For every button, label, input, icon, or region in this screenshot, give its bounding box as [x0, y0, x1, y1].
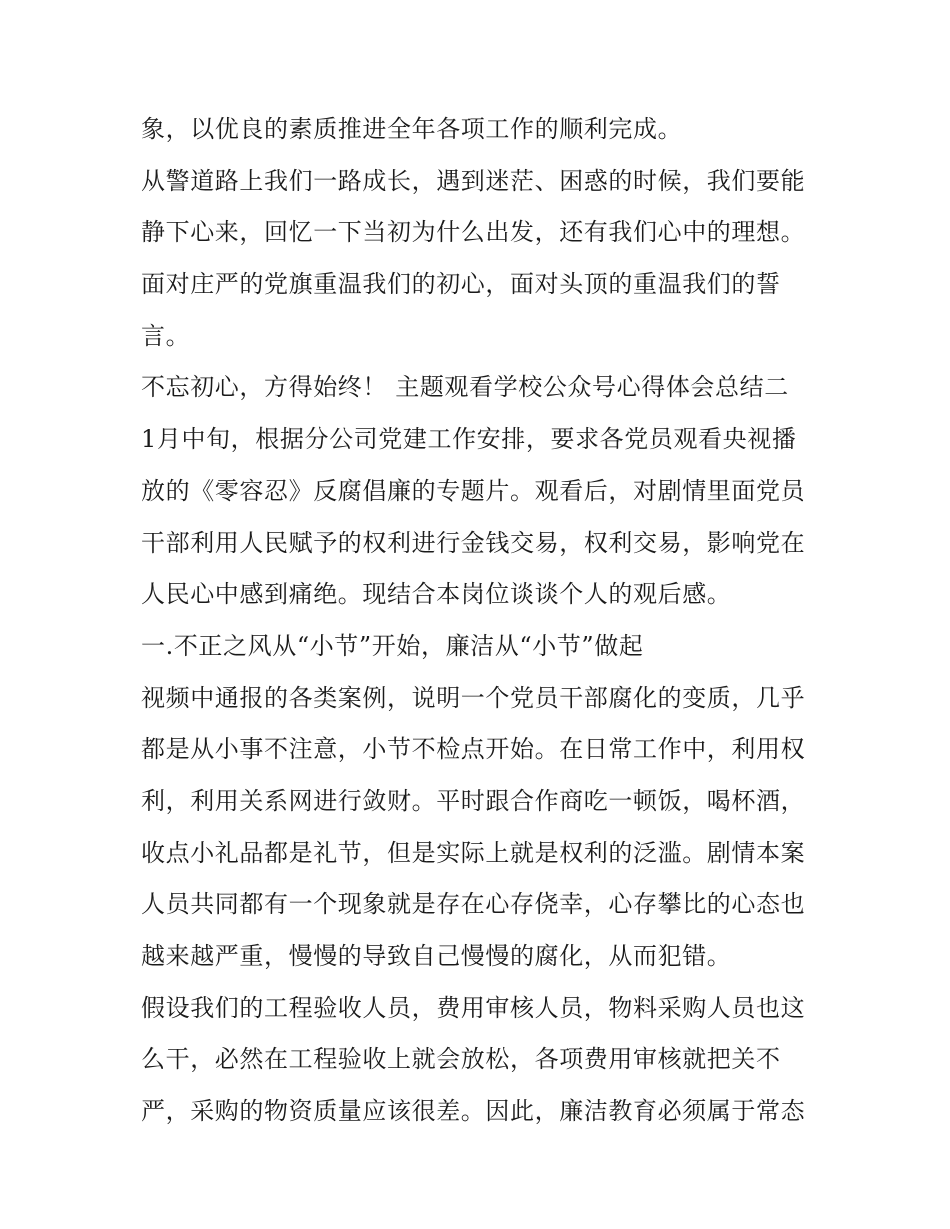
- text-line: 面对庄严的党旗重温我们的初心，面对头顶的重温我们的誓: [141, 270, 781, 299]
- text-line: 从警道路上我们一路成长，遇到迷茫、困惑的时候，我们要能: [141, 166, 806, 195]
- text-line: 视频中通报的各类案例，说明一个党员干部腐化的变质，几乎: [141, 683, 806, 712]
- text-line: 静下心来，回忆一下当初为什么出发，还有我们心中的理想。: [141, 218, 806, 247]
- text-line: 人民心中感到痛绝。现结合本岗位谈谈个人的观后感。: [141, 580, 732, 609]
- text-line: 严，采购的物资质量应该很差。因此，廉洁教育必须属于常态: [141, 1097, 806, 1126]
- text-line: 人员共同都有一个现象就是存在心存侥幸，心存攀比的心态也: [141, 890, 806, 919]
- text-line: 1月中旬，根据分公司党建工作安排，要求各党员观看央视播: [141, 425, 797, 454]
- text-line: 利，利用关系网进行敛财。平时跟合作商吃一顿饭，喝杯酒，: [141, 786, 806, 815]
- text-line: 干部利用人民赋予的权利进行金钱交易，权利交易，影响党在: [141, 528, 806, 557]
- text-line: 越来越严重，慢慢的导致自己慢慢的腐化，从而犯错。: [141, 942, 732, 970]
- text-line: 象，以优良的素质推进全年各项工作的顺利完成。: [141, 115, 683, 143]
- section-title: 不忘初心，方得始终！ 主题观看学校公众号心得体会总结二: [141, 373, 789, 402]
- subsection-heading: 一.不正之风从“小节”开始，廉洁从“小节”做起: [141, 631, 644, 660]
- document-body: [141, 104, 821, 1138]
- text-line: 收点小礼品都是礼节，但是实际上就是权利的泛滥。剧情本案: [141, 838, 806, 867]
- text-line: 么干，必然在工程验收上就会放松，各项费用审核就把关不: [141, 1045, 781, 1074]
- text-line: 都是从小事不注意，小节不检点开始。在日常工作中，利用权: [141, 735, 806, 764]
- text-line: 放的《零容忍》反腐倡廉的专题片。观看后，对剧情里面党员: [141, 476, 806, 505]
- text-line: 言。: [141, 321, 191, 350]
- text-line: 假设我们的工程验收人员，费用审核人员，物料采购人员也这: [141, 993, 806, 1022]
